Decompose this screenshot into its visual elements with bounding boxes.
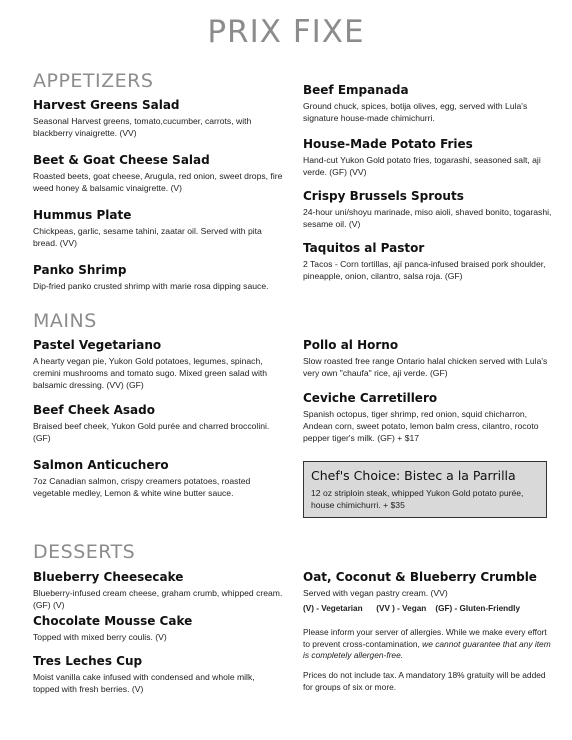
chefs-choice-description: 12 oz striploin steak, whipped Yukon Gold potato purée, house chimichurri. + $35 [311, 488, 524, 510]
item-name: Beef Empanada [303, 83, 409, 97]
item-description: 24-hour uni/shoyu marinade, miso aioli, shaved bonito, togarashi, sesame oil. (V) [303, 207, 552, 229]
menu-item [33, 98, 283, 139]
menu-item [303, 570, 553, 599]
item-description: Slow roasted free range Ontario halal chicken served with Lula's very own "chaufa" rice, aji verde. (GF) [303, 356, 548, 378]
allergy-note-emphasis: we cannot guarantee that any item is completely allergen-free. [303, 638, 551, 660]
item-name: Tres Leches Cup [33, 654, 143, 668]
allergy-note-text: Please inform your server of allergies. While we make every effort to prevent cross-contamination, [303, 627, 547, 649]
section-heading-desserts: DESSERTS [33, 541, 136, 563]
menu-item [33, 263, 283, 292]
item-name: Blueberry Cheesecake [33, 570, 184, 584]
item-description: 7oz Canadian salmon, crispy creamers potatoes, roasted vegetable medley, Lemon & white wine butter sauce. [33, 476, 251, 498]
item-name: Taquitos al Pastor [303, 241, 425, 255]
item-name: Pastel Vegetariano [33, 338, 162, 352]
item-description: Spanish octopus, tiger shrimp, red onion, squid chicharron, Andean corn, sweet potato, lemon balm cress, cilantro, rocoto pepper tiger's milk. (GF) + $17 [303, 409, 539, 443]
item-name: Panko Shrimp [33, 263, 127, 277]
menu-item [303, 241, 553, 282]
item-description: Topped with mixed berry coulis. (V) [33, 632, 167, 642]
item-name: Hummus Plate [33, 208, 132, 222]
menu-item [33, 403, 283, 444]
dietary-legend: (V) - Vegetarian (VV ) - Vegan (GF) - Gluten-Friendly [303, 604, 520, 613]
menu-item [303, 338, 553, 379]
item-name: Pollo al Horno [303, 338, 399, 352]
price-note: Prices do not include tax. A mandatory 18% gratuity will be added for groups of six or more. [303, 670, 546, 692]
item-description: Ground chuck, spices, botija olives, egg, served with Lula's signature house-made chimichurri. [303, 101, 528, 123]
menu-item [33, 208, 283, 249]
chefs-choice-box [303, 461, 547, 518]
menu-item [303, 83, 553, 124]
item-name: Ceviche Carretillero [303, 391, 438, 405]
item-description: Dip-fried panko crusted shrimp with marie rosa dipping sauce. [33, 281, 269, 291]
menu-item [33, 458, 283, 499]
chefs-choice-name: Chef's Choice: Bistec a la Parrilla [311, 468, 516, 483]
item-description: Served with vegan pastry cream. (VV) [303, 588, 448, 598]
item-description: Hand-cut Yukon Gold potato fries, togarashi, seasoned salt, aji verde. (GF) (VV) [303, 155, 541, 177]
item-description: 2 Tacos - Corn tortillas, ají panca-infused braised pork shoulder, pineapple, onion, cilantro, salsa roja. (GF) [303, 259, 546, 281]
item-description: Roasted beets, goat cheese, Arugula, red onion, sweet drops, fire weed honey & balsamic vinaigrette. (V) [33, 171, 283, 193]
menu-item [33, 570, 283, 611]
item-name: Crispy Brussels Sprouts [303, 189, 464, 203]
item-description: Seasonal Harvest greens, tomato,cucumber, carrots, with blackberry vinaigrette. (VV) [33, 116, 252, 138]
item-description: Braised beef cheek, Yukon Gold purée and charred broccolini. (GF) [33, 421, 270, 443]
item-description: A hearty vegan pie, Yukon Gold potatoes, legumes, spinach, cremini mushrooms and tomato sugo. Mixed green salad with balsamic dressing. (VV) (GF) [33, 356, 268, 390]
item-name: Oat, Coconut & Blueberry Crumble [303, 570, 537, 584]
menu-item [33, 654, 283, 695]
section-heading-mains: MAINS [33, 310, 97, 332]
section-heading-appetizers: APPETIZERS [33, 70, 154, 92]
menu-item [33, 153, 283, 194]
item-description: Blueberry-infused cream cheese, graham crumb, whipped cream. (GF) (V) [33, 588, 283, 610]
item-description: Moist vanilla cake infused with condensed and whole milk, topped with fresh berries. (V) [33, 672, 255, 694]
item-name: Salmon Anticuchero [33, 458, 169, 472]
item-name: House-Made Potato Fries [303, 137, 473, 151]
item-description: Chickpeas, garlic, sesame tahini, zaatar oil. Served with pita bread. (VV) [33, 226, 262, 248]
item-name: Chocolate Mousse Cake [33, 614, 193, 628]
menu-item [303, 137, 553, 178]
item-name: Beef Cheek Asado [33, 403, 155, 417]
item-name: Harvest Greens Salad [33, 98, 180, 112]
allergy-note [303, 627, 553, 662]
menu-item [303, 189, 553, 230]
item-name: Beet & Goat Cheese Salad [33, 153, 210, 167]
menu-item [303, 391, 553, 444]
menu-item [33, 614, 283, 643]
menu-title: PRIX FIXE [207, 14, 365, 50]
menu-item [33, 338, 283, 391]
